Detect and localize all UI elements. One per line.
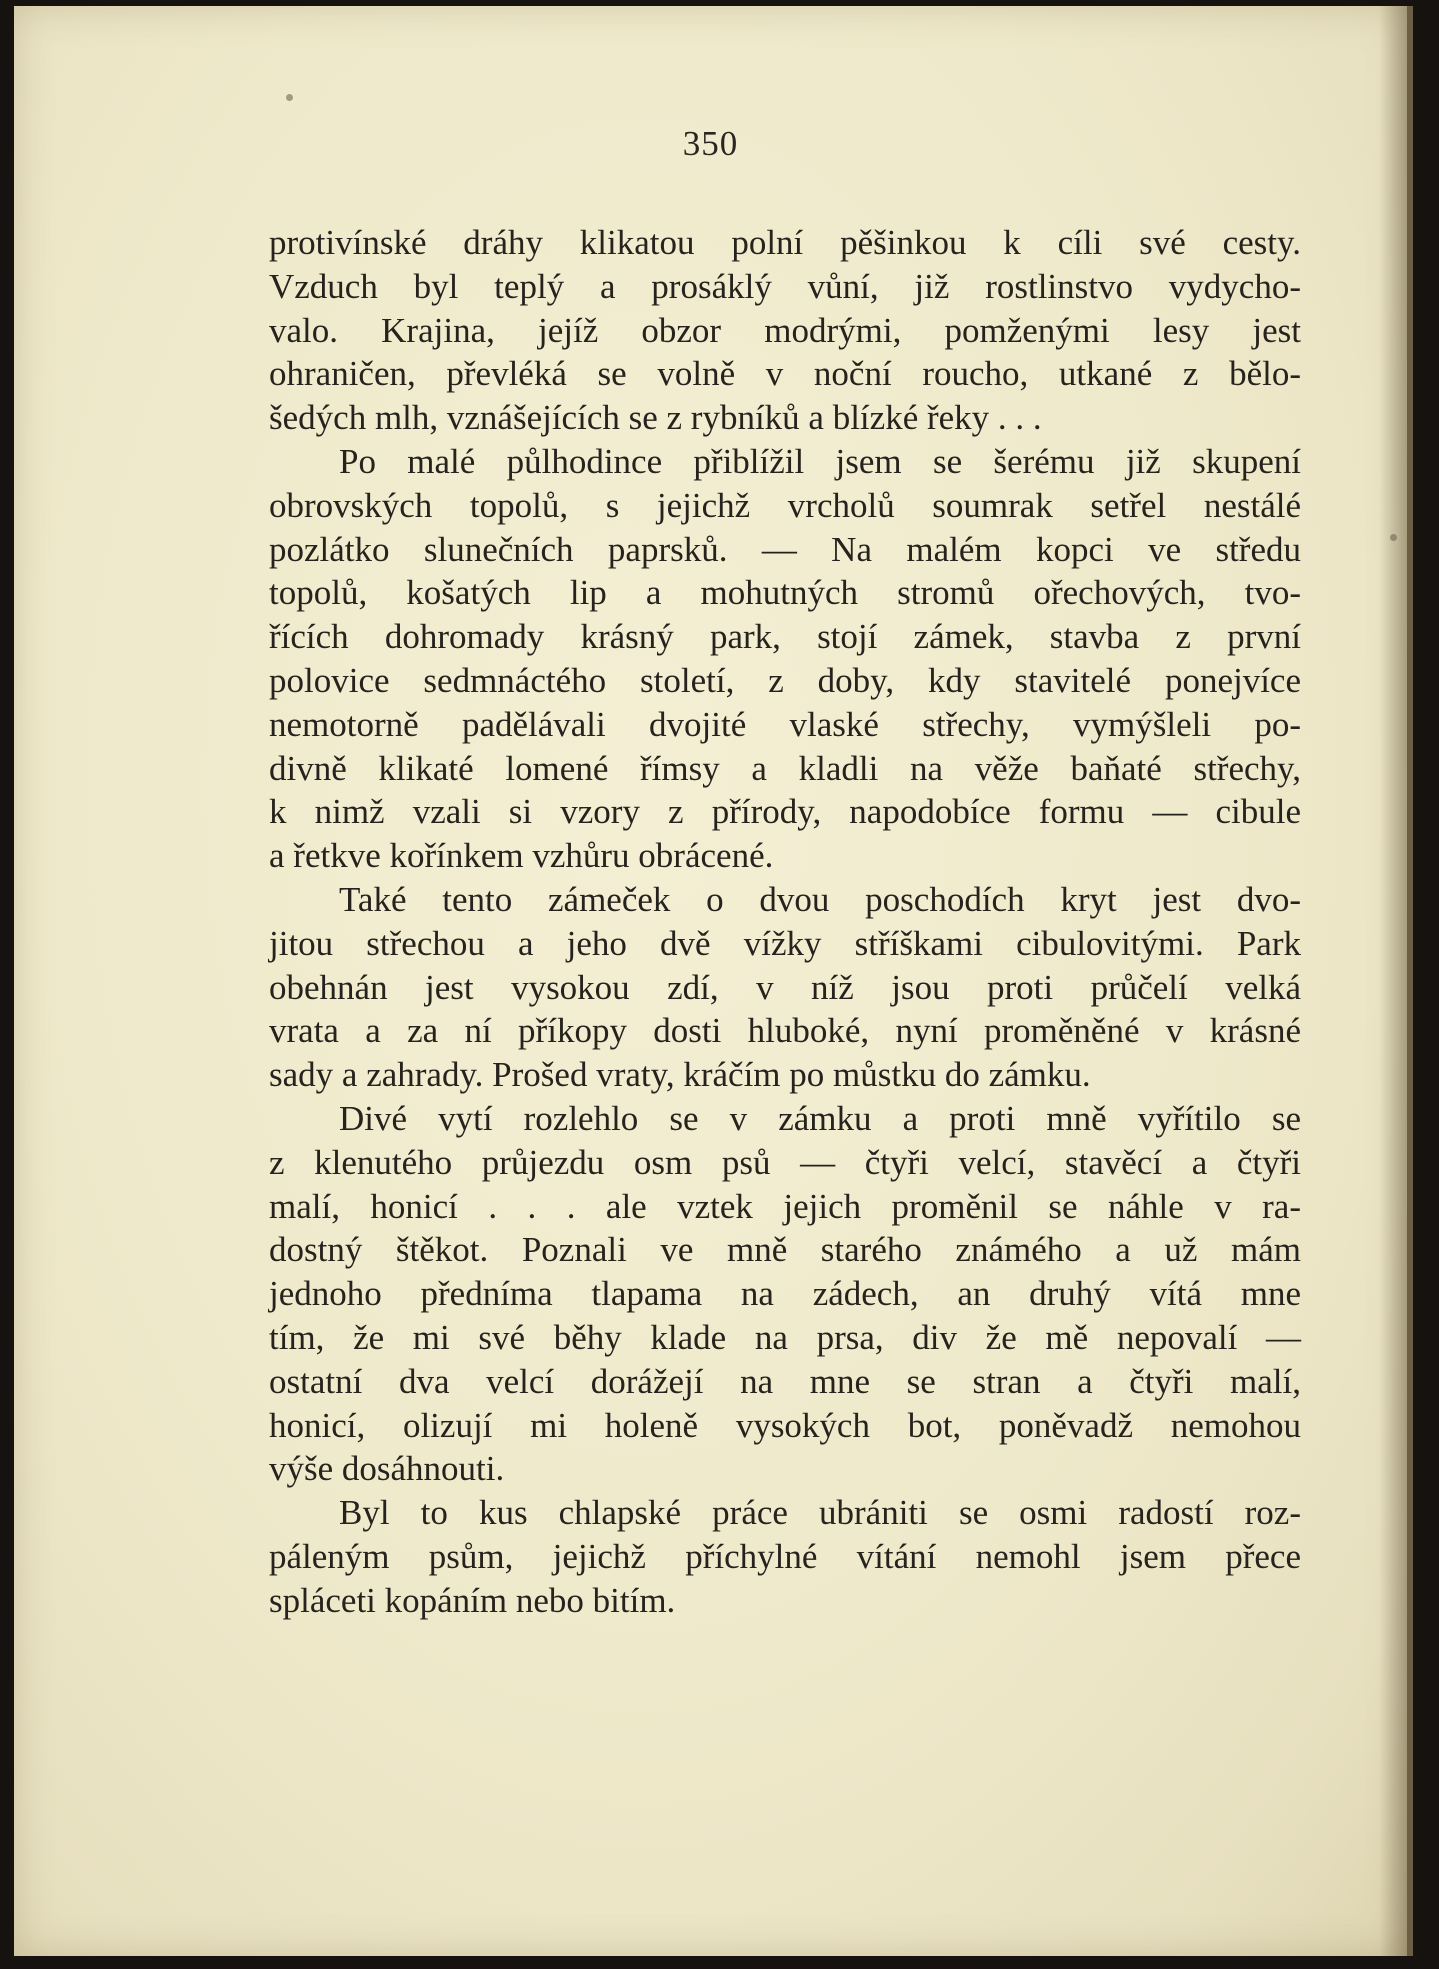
text-line: řících dohromady krásný park, stojí zámek, stavba z první	[269, 617, 1301, 657]
text-line: pozlátko slunečních paprsků. — Na malém kopci ve středu	[269, 529, 1301, 569]
text-line: k nimž vzali si vzory z přírody, napodobíce formu — cibule	[269, 792, 1301, 832]
text-line: z klenutého průjezdu osm psů — čtyři velcí, stavěcí a čtyři	[269, 1142, 1301, 1182]
text-line: ohraničen, převléká se volně v noční roucho, utkané z bělo-	[269, 354, 1301, 394]
text-line: Byl to kus chlapské práce ubrániti se osmi radostí roz-	[339, 1493, 1301, 1533]
text-line: topolů, košatých lip a mohutných stromů ořechových, tvo-	[269, 573, 1301, 613]
text-line: sady a zahrady. Prošed vraty, kráčím po můstku do zámku.	[269, 1055, 1091, 1095]
text-line: polovice sedmnáctého století, z doby, kdy stavitelé ponejvíce	[269, 660, 1301, 700]
page-number: 350	[682, 124, 739, 163]
paper-speck	[1390, 534, 1397, 541]
text-line: výše dosáhnouti.	[269, 1449, 505, 1489]
text-line: honicí, olizují mi holeně vysokých bot, poněvadž nemohou	[269, 1405, 1301, 1445]
text-line: nemotorně padělávali dvojité vlaské střechy, vymýšleli po-	[269, 704, 1301, 744]
text-line: a řetkve kořínkem vzhůru obrácené.	[269, 836, 774, 876]
text-line: divně klikaté lomené římsy a kladli na věže baňaté střechy,	[269, 748, 1301, 788]
text-line: Vzduch byl teplý a prosáklý vůní, již rostlinstvo vydycho-	[269, 266, 1301, 306]
page-edge-shadow	[1379, 6, 1407, 1956]
text-line: obrovských topolů, s jejichž vrcholů soumrak setřel nestálé	[269, 485, 1301, 525]
text-line: valo. Krajina, jejíž obzor modrými, pomženými lesy jest	[269, 310, 1301, 350]
text-line: protivínské dráhy klikatou polní pěšinkou k cíli své cesty.	[269, 223, 1301, 262]
text-line: Také tento zámeček o dvou poschodích kryt jest dvo-	[339, 879, 1301, 919]
text-line: tím, že mi své běhy klade na prsa, div že mě nepovalí —	[269, 1317, 1301, 1357]
text-line: obehnán jest vysokou zdí, v níž jsou proti průčelí velká	[269, 967, 1301, 1007]
body-text	[269, 221, 1301, 1623]
text-line: Po malé půlhodince přiblížil jsem se šerému již skupení	[339, 441, 1301, 481]
text-line: Divé vytí rozlehlo se v zámku a proti mně vyřítilo se	[339, 1098, 1301, 1138]
text-line: páleným psům, jejichž příchylné vítání nemohl jsem přece	[269, 1536, 1301, 1576]
text-line: spláceti kopáním nebo bitím.	[269, 1580, 676, 1620]
text-line: šedých mlh, vznášejících se z rybníků a blízké řeky . . .	[269, 398, 1042, 438]
text-line: ostatní dva velcí dorážejí na mne se stran a čtyři malí,	[269, 1361, 1301, 1401]
text-line: jitou střechou a jeho dvě vížky stříškami cibulovitými. Park	[269, 923, 1301, 963]
text-line: malí, honicí . . . ale vztek jejich proměnil se náhle v ra-	[269, 1186, 1301, 1226]
book-page	[14, 6, 1413, 1956]
text-line: jednoho předníma tlapama na zádech, an druhý vítá mne	[269, 1274, 1301, 1314]
paper-speck	[286, 94, 293, 101]
text-line: vrata a za ní příkopy dosti hluboké, nyní proměněné v krásné	[269, 1011, 1301, 1051]
text-line: dostný štěkot. Poznali ve mně starého známého a už mám	[269, 1230, 1301, 1270]
